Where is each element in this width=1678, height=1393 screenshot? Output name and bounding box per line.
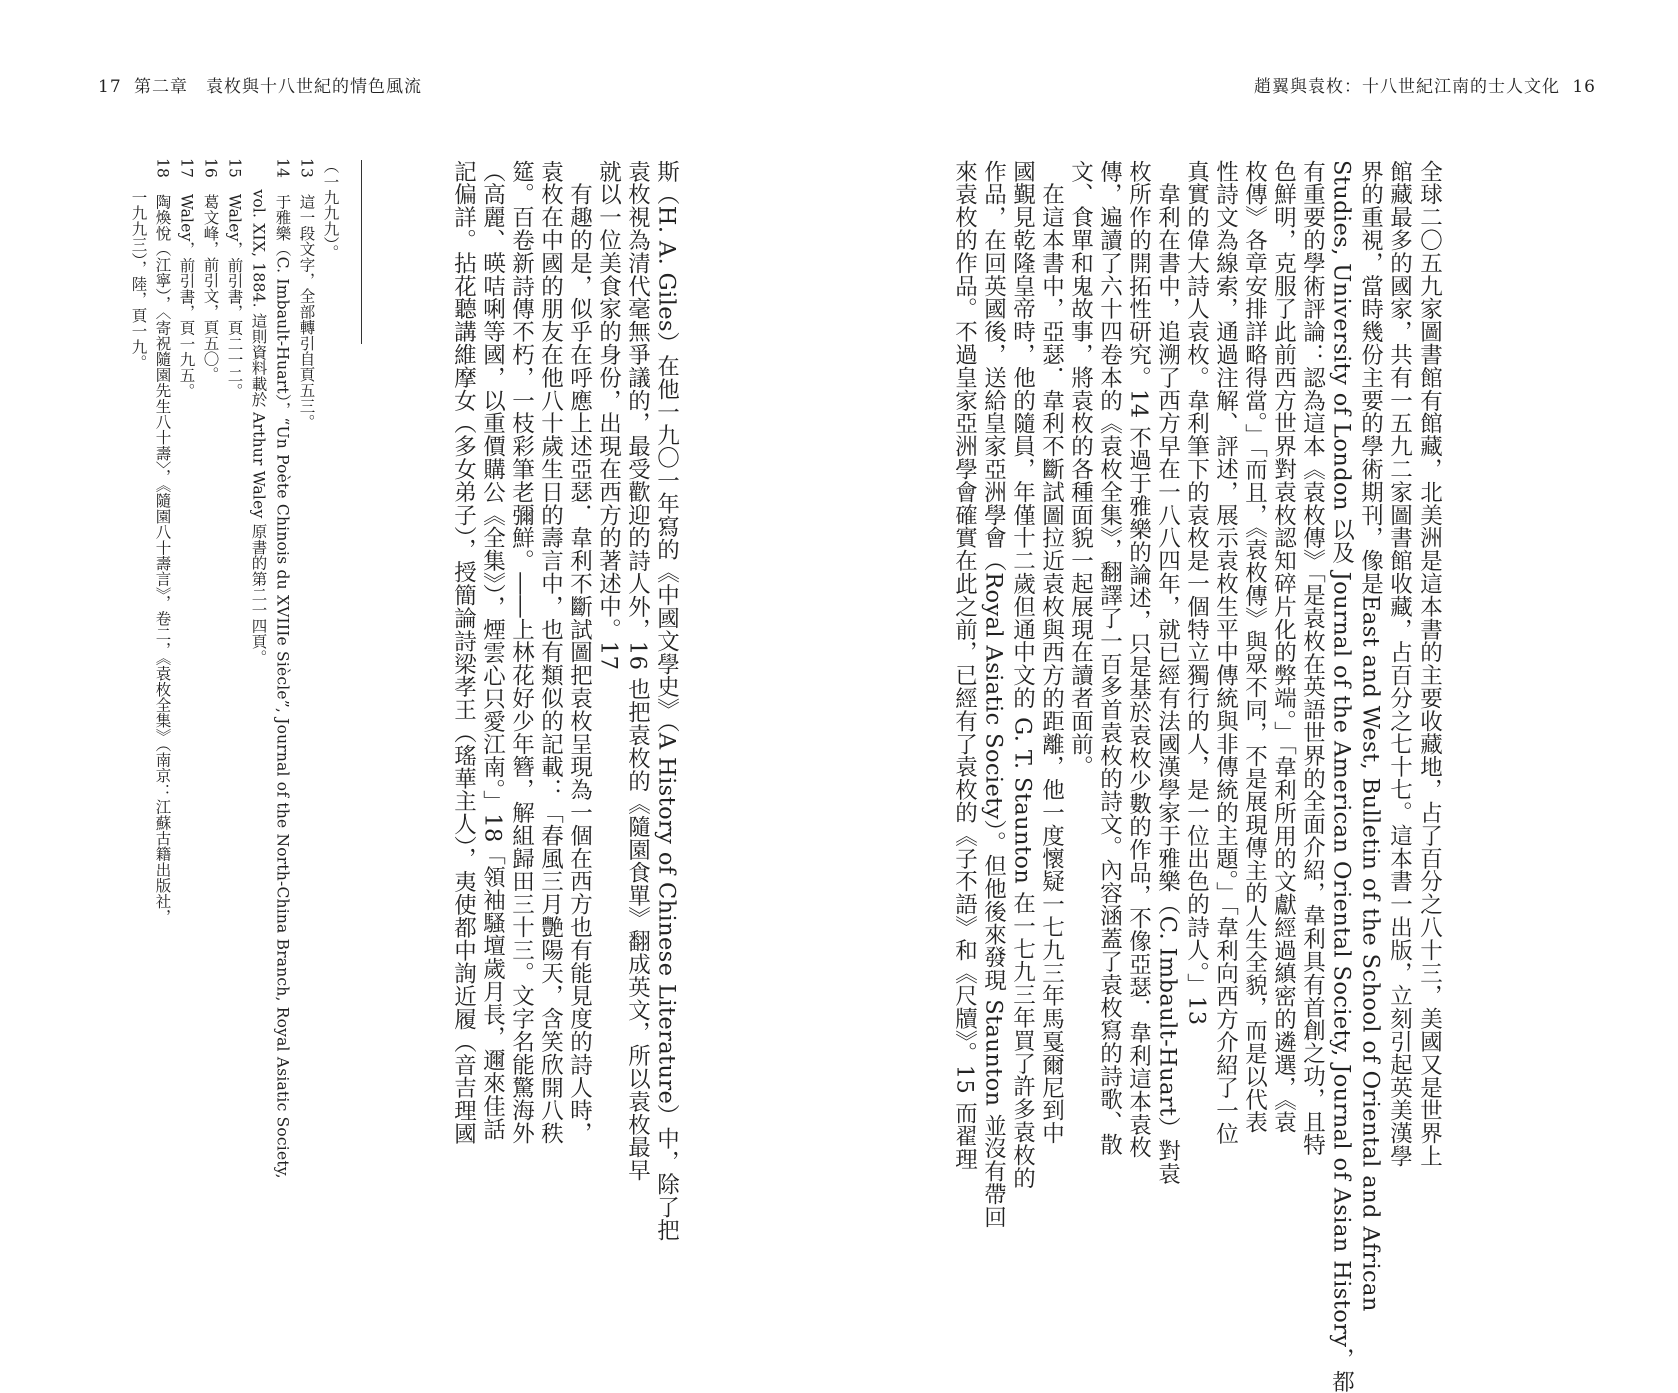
text-column: Studies, University of London 以及 Journal of the American Oriental Society, Journal of Asian History，都 (1328, 160, 1355, 1393)
text-column: 館藏最多的國家，共有一五九二家圖書館收藏，占百分之七十七。這本書一出版，立刻引起英美漢學 (1386, 160, 1413, 1168)
footnote: 14 于雅樂（C. Imbault-Huart），“Un Poète Chinois du XVIIIe Siècle”, Journal of the North-China Branch, Royal Asiatic Society, (273, 158, 292, 1179)
right-book-title: 趙翼與袁枚：十八世紀江南的士人文化 (1253, 77, 1560, 97)
footnote: 15 Waley，前引書，頁二一二。 (225, 158, 244, 399)
text-column: 性詩文為線索，通過注解、評述，展示袁枚生平中傳統與非傳統的主題。」「韋利向西方介紹了一位 (1212, 160, 1239, 1146)
text-column: 作品，在回英國後，送給皇家亞洲學會（Royal Asiatic Society）。但他後來發現 Staunton 並沒有帶回 (980, 160, 1007, 1229)
text-column: 在這本書中，亞瑟．韋利不斷試圖拉近袁枚與西方的距離，他一度懷疑一七九三年馬戛爾尼到中 (1038, 160, 1065, 1145)
text-column: 斯（H. A. Giles）在他一九〇一年寫的《中國文學史》（A History of Chinese Literature）中，除了把 (653, 160, 680, 1242)
text-column: 真實的偉大詩人袁枚。韋利筆下的袁枚是一個特立獨行的人，是一位出色的詩人。」13 (1183, 160, 1210, 1026)
text-column: 來袁枚的作品。不過皇家亞洲學會確實在此之前，已經有了袁枚的《子不語》和《尺牘》。15 而翟理 (951, 160, 978, 1171)
text-column: （高麗、暎咭唎等國，以重價購公《全集》），煙雲心只愛江南。」18「領袖騷壇歲月長，邇來佳話 (479, 160, 506, 1141)
left-chapter-title: 第二章 袁枚與十八世紀的情色風流 (134, 77, 423, 97)
text-column: 文、食單和鬼故事，將袁枚的各種面貌一起展現在讀者面前。 (1067, 160, 1094, 779)
footnote: 16 葛文峰，前引文，頁五〇。 (201, 158, 220, 383)
right-page-number: 16 (1572, 77, 1596, 97)
running-header-right (1254, 72, 1602, 97)
footnote: 一九九三），陸，頁一九。 (129, 158, 148, 371)
footnote: 13 這一段文字，全部轉引自頁五三。 (297, 158, 316, 430)
footnote: 17 Waley，前引書，頁一九五。 (177, 158, 196, 399)
text-column: 枚所作的開拓性研究。14 不過于雅樂的論述，只是基於袁枚少數的作品，不像亞瑟．韋利這本袁枚 (1125, 160, 1152, 1159)
text-column: 有趣的是，似乎在呼應上述亞瑟．韋利不斷試圖把袁枚呈現為一個在西方也有能見度的詩人時， (566, 160, 593, 1145)
text-column: 枚傳》各章安排詳略得當。」「而且，《袁枚傳》與眾不同，不是展現傳主的人生全貌，而是以代表 (1241, 160, 1268, 1134)
footnote: （一九九九）。 (321, 158, 340, 261)
footnote-rule (361, 160, 362, 344)
text-column: 國覲見乾隆皇帝時，他的隨員，年僅十二歲但通中文的 G. T. Staunton 在一七九三年買了許多袁枚的 (1009, 160, 1036, 1190)
text-column: 記偏詳。拈花聽講維摩女（多女弟子），授簡論詩梁孝王（瑤華主人），夷使都中詢近履（音吉理國 (450, 160, 477, 1146)
text-column: 色鮮明，克服了此前西方世界對袁枚認知碎片化的弊端。」「韋利所用的文獻經過縝密的遴選，《袁 (1270, 160, 1297, 1134)
running-header-left (92, 72, 422, 97)
text-column: 就以一位美食家的身份，出現在西方的著述中。17 (595, 160, 622, 671)
text-column: 界的重視，當時幾份主要的學術期刊，像是East and West, Bulletin of the School of Oriental and African (1357, 160, 1384, 1312)
text-column: 有重要的學術評論：認為這本《袁枚傳》「是袁枚在英語世界的全面介紹，韋利具有首創之功，且特 (1299, 160, 1326, 1157)
text-column: 筵。百卷新詩傳不朽，一枝彩筆老彌鮮。――上林花好少年簪，解組歸田三十三。文字名能驚海外 (508, 160, 535, 1145)
text-column: 傳，遍讀了六十四卷本的《袁枚全集》，翻譯了一百多首袁枚的詩文。內容涵蓋了袁枚寫的詩歌、散 (1096, 160, 1123, 1157)
text-column: 全球二〇五九家圖書館有館藏，北美洲是這本書的主要收藏地，占了百分之八十三，美國又是世界上 (1416, 160, 1443, 1168)
left-page-number: 17 (98, 77, 122, 97)
text-column: 袁枚視為清代毫無爭議的，最受歡迎的詩人外，16 也把袁枚的《隨園食單》翻成英文，所以袁枚最早 (624, 160, 651, 1182)
footnote: vol. XIX, 1884. 這則資料載於 Arthur Waley 原書的第二一四頁。 (249, 158, 268, 665)
footnote: 18 陶煥悅（江寧），〈寄祝隨園先生八十壽〉，《隨園八十壽言》，卷二，《袁枚全集》（南京：江蘇古籍出版社， (153, 158, 172, 925)
text-column: 韋利在書中，追溯了西方早在一八八四年，就已經有法國漢學家于雅樂（C. Imbault-Huart）對袁 (1154, 160, 1181, 1186)
text-column: 袁枚在中國的朋友在他八十歲生日的壽言中，也有類似的記載：「春風三月艷陽天，含笑欣開八秩 (537, 160, 564, 1145)
